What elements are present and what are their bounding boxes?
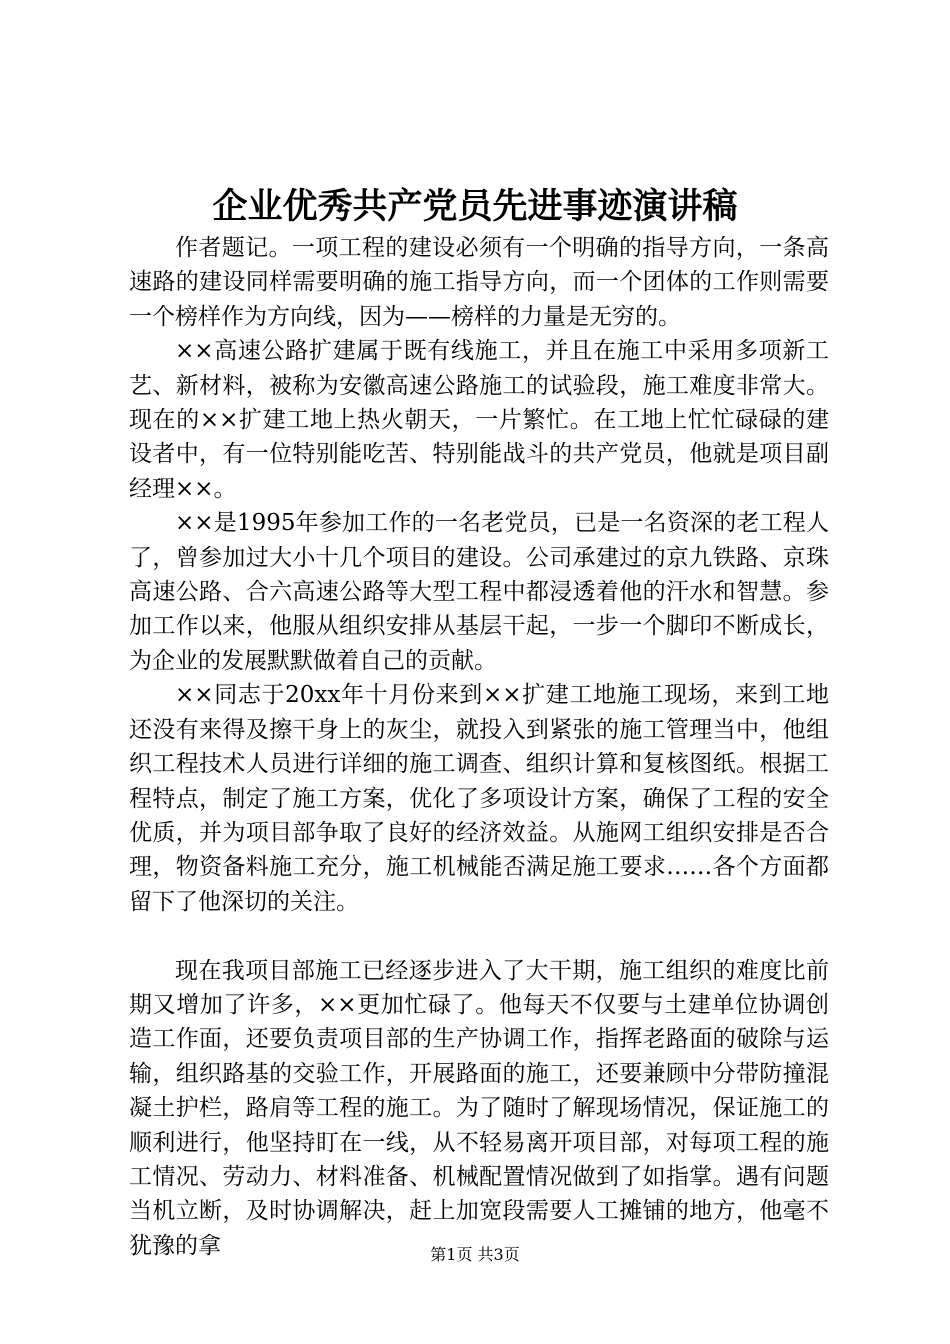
paragraph-project-intro: ××高速公路扩建属于既有线施工，并且在施工中采用多项新工艺、新材料，被称为安徽高速公路施工的试验段，施工难度非常大。现在的××扩建工地上热火朝天，一片繁忙。在工地上忙忙碌碌的建设者中，有一位特别能吃苦、特别能战斗的共产党员，他就是项目副经理××。 — [129, 338, 829, 502]
document-body — [129, 231, 829, 1263]
paragraph-foreword: 作者题记。一项工程的建设必须有一个明确的指导方向，一条高速路的建设同样需要明确的施工指导方向，而一个团体的工作则需要一个榜样作为方向线，因为——榜样的力量是无穷的。 — [129, 235, 829, 330]
page-number: 第1页 共3页 — [430, 1245, 520, 1264]
paragraph-site-arrival: ××同志于20xx年十月份来到××扩建工地施工现场，来到工地还没有来得及擦干身上的灰尘，就投入到紧张的施工管理当中，他组织工程技术人员进行详细的施工调查、组织计算和复核图纸。根据工程特点，制定了施工方案，优化了多项设计方案，确保了工程的安全优质，并为项目部争取了良好的经济效益。从施网工组织安排是否合理，物资备料施工充分，施工机械能否满足施工要求……各个方面都留下了他深切的关注。 — [129, 682, 829, 915]
document-title: 企业优秀共产党员先进事迹演讲稿 — [212, 187, 738, 227]
paragraph-career: ××是1995年参加工作的一名老党员，已是一名资深的老工程人了，曾参加过大小十几个项目的建设。公司承建过的京九铁路、京珠高速公路、合六高速公路等大型工程中都浸透着他的汗水和智慧。参加工作以来，他服从组织安排从基层干起，一步一个脚印不断成长，为企业的发展默默做着自己的贡献。 — [129, 510, 829, 674]
paragraph-current-work: 现在我项目部施工已经逐步进入了大干期，施工组织的难度比前期又增加了许多，××更加忙碌了。他每天不仅要与土建单位协调创造工作面，还要负责项目部的生产协调工作，指挥老路面的破除与运输，组织路基的交验工作，开展路面的施工，还要兼顾中分带防撞混凝土护栏，路肩等工程的施工。为了随时了解现场情况，保证施工的顺利进行，他坚持盯在一线，从不轻易离开项目部，对每项工程的施工情况、劳动力、材料准备、机械配置情况做到了如指掌。遇有问题当机立断，及时协调解决，赶上加宽段需要人工摊铺的地方，他毫不犹豫的拿 — [129, 957, 829, 1259]
